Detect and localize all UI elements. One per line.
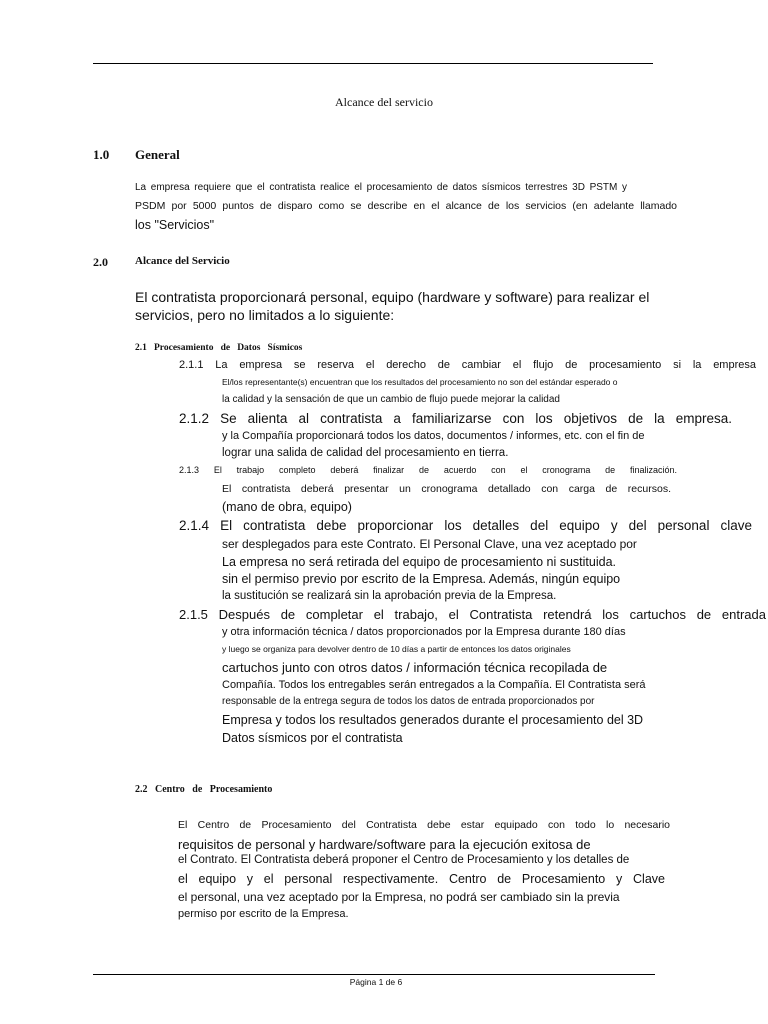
section-1-line-1: La empresa requiere que el contratista realice el procesamiento de datos sísmicos terrestres 3D PSTM y xyxy=(135,182,627,193)
item-2-1-2-line: lograr una salida de calidad del procesamiento en tierra. xyxy=(222,447,509,459)
section-2-intro-line-2: servicios, pero no limitados a lo siguiente: xyxy=(135,307,395,323)
section-1-line-2: PSDM por 5000 puntos de disparo como se describe en el alcance de los servicios (en adelante llamado xyxy=(135,200,677,212)
item-2-1-1-line: El/los representante(s) encuentran que los resultados del procesamiento no son del estándar esperado o xyxy=(222,377,618,387)
subsection-2-2-heading: 2.2 Centro de Procesamiento xyxy=(135,784,273,795)
subsection-2-1-heading: 2.1 Procesamiento de Datos Sísmicos xyxy=(135,343,303,353)
section-2-intro-line-1: El contratista proporcionará personal, equipo (hardware y software) para realizar el xyxy=(135,289,650,305)
footer-rule xyxy=(93,974,655,975)
item-2-1-4-line: sin el permiso previo por escrito de la Empresa. Además, ningún equipo xyxy=(222,572,621,586)
item-2-1-5-line: responsable de la entrega segura de todos los datos de entrada proporcionados por xyxy=(222,696,595,707)
item-2-1-3-line: (mano de obra, equipo) xyxy=(222,500,352,514)
item-2-1-5-first-line: 2.1.5 Después de completar el trabajo, el Contratista retendrá los cartuchos de entrada xyxy=(179,607,766,622)
item-2-1-5-line: Datos sísmicos por el contratista xyxy=(222,731,403,745)
subsection-2-2-line-2: requisitos de personal y hardware/software para la ejecución exitosa de xyxy=(178,837,591,852)
item-2-1-1-line: la calidad y la sensación de que un cambio de flujo puede mejorar la calidad xyxy=(222,394,560,405)
section-1-heading: General xyxy=(135,147,180,162)
item-2-1-3-first-line: 2.1.3 El trabajo completo deberá finalizar de acuerdo con el cronograma de finalización. xyxy=(179,465,677,475)
item-2-1-2-line: y la Compañía proporcionará todos los datos, documentos / informes, etc. con el fin de xyxy=(222,430,645,442)
item-2-1-5-line: cartuchos junto con otros datos / información técnica recopilada de xyxy=(222,660,608,675)
subsection-2-2-line-4: el equipo y el personal respectivamente. Centro de Procesamiento y Clave xyxy=(178,872,665,886)
item-2-1-5-line: y luego se organiza para devolver dentro de 10 días a partir de entonces los datos originales xyxy=(222,644,571,654)
item-2-1-5-line: Compañía. Todos los entregables serán entregados a la Compañía. El Contratista será xyxy=(222,679,646,691)
item-2-1-5-line: y otra información técnica / datos proporcionados por la Empresa durante 180 días xyxy=(222,626,626,638)
section-2-heading: Alcance del Servicio xyxy=(135,255,230,267)
subsection-2-2-line-5: el personal, una vez aceptado por la Empresa, no podrá ser cambiado sin la previa xyxy=(178,890,620,904)
header-rule xyxy=(93,63,653,64)
item-2-1-5-line: Empresa y todos los resultados generados durante el procesamiento del 3D xyxy=(222,713,644,727)
section-1-number: 1.0 xyxy=(93,147,110,162)
item-2-1-1-first-line: 2.1.1 La empresa se reserva el derecho de cambiar el flujo de procesamiento si la empresa xyxy=(179,359,756,371)
subsection-2-2-line-1: El Centro de Procesamiento del Contratista debe estar equipado con todo lo necesario xyxy=(178,819,670,831)
subsection-2-2-line-3: el Contrato. El Contratista deberá proponer el Centro de Procesamiento y los detalles de xyxy=(178,854,630,866)
item-2-1-4-line: la sustitución se realizará sin la aprobación previa de la Empresa. xyxy=(222,590,557,602)
item-2-1-4-line: ser desplegados para este Contrato. El Personal Clave, una vez aceptado por xyxy=(222,537,637,551)
item-2-1-3-line: El contratista deberá presentar un cronograma detallado con carga de recursos. xyxy=(222,483,671,495)
item-2-1-2-first-line: 2.1.2 Se alienta al contratista a familiarizarse con los objetivos de la empresa. xyxy=(179,411,732,426)
page-number: Página 1 de 6 xyxy=(349,977,403,987)
item-2-1-4-line: La empresa no será retirada del equipo de procesamiento ni sustituida. xyxy=(222,555,616,569)
section-2-number: 2.0 xyxy=(93,255,108,269)
section-1-line-3: los "Servicios" xyxy=(135,218,215,232)
item-2-1-4-first-line: 2.1.4 El contratista debe proporcionar los detalles del equipo y del personal clave xyxy=(179,518,752,533)
document-title: Alcance del servicio xyxy=(335,95,433,109)
subsection-2-2-line-6: permiso por escrito de la Empresa. xyxy=(178,908,349,920)
